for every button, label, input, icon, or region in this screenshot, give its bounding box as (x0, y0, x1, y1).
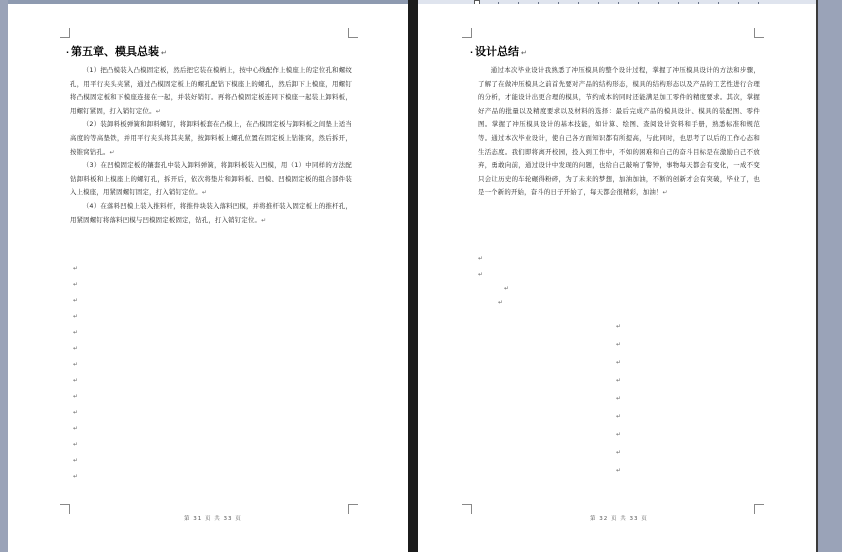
margin-corner-mark (348, 28, 358, 38)
paragraph-mark: ↵ (616, 467, 622, 474)
paragraph-mark: ↵ (109, 148, 115, 156)
paragraph-mark: ↵ (73, 425, 79, 432)
paragraph-mark: ↵ (73, 345, 79, 352)
paragraph-mark: ↵ (616, 377, 622, 384)
body-text-block[interactable] (70, 64, 352, 227)
paragraph-mark: ↵ (498, 299, 504, 306)
paragraph-mark: ↵ (478, 271, 484, 278)
paragraph[interactable]: 通过本次毕业设计我熟悉了冲压模具的整个设计过程，掌握了冲压模具设计的方法和步骤，了解了在做冲压模具之前首先要对产品的结构形态，模具的结构形态以及产品的工艺性进行合理的分析，才能设计出更合理的模具，节约成本的同时还能满足加工零件的精度要求。其次，掌握好产品的批量以及精度要求以及材料的选择：最后完成产品的模具设计、模具的装配图、零件图。掌握了冲压模具设计的基本技能，如计算、绘图、查阅设计资料和手册，熟悉标准和规范等。通过本次毕业设计，使自己各方面知识都有所提高，与此同时，也思考了以后的工作心态和生活态度。我们即将离开校园，投入到工作中，不如的困难和自己的奋斗目标是在激励自己不放弃，勇敢向前，通过设计中发现的问题，也给自己敲响了警钟，事物每天都会有变化，一成不变只会让历史的车轮碾得粉碎，为了未来的梦想，加油加油，不断的创新才会有突破，毕业了，也是一个新的开始，奋斗的日子开始了，每天都会很精彩，加油！↵ (478, 66, 760, 197)
margin-corner-mark (60, 504, 70, 514)
paragraph-mark: ↵ (73, 313, 79, 320)
paragraph-mark: ↵ (616, 341, 622, 348)
paragraph-mark: ↵ (73, 361, 79, 368)
margin-corner-mark (754, 504, 764, 514)
paragraph-mark: ↵ (261, 216, 267, 224)
body-text-block[interactable] (478, 64, 760, 200)
paragraph-mark: ↵ (616, 323, 622, 330)
paragraph[interactable]: （4）在落料凹模上装入推料杆，将推件块装入落料凹模，并将推杆装入固定板上的推杆孔，用紧固螺钉将落料凹模与凹模固定板固定，钻孔，打入销钉定位。↵ (70, 201, 352, 224)
right-margin-background (816, 0, 842, 552)
paragraph-mark: ↵ (616, 395, 622, 402)
paragraph-mark: ↵ (662, 189, 668, 197)
margin-corner-mark (348, 504, 358, 514)
page-footer: 第 31 页 共 33 页 (184, 516, 242, 522)
document-page-32[interactable] (418, 4, 816, 552)
margin-corner-mark (462, 504, 472, 514)
heading-text: 第五章、模具总装 (71, 45, 160, 58)
left-margin-background (0, 0, 8, 552)
paragraph-mark: ↵ (616, 359, 622, 366)
paragraph-mark: ↵ (616, 413, 622, 420)
heading-text: 设计总结 (475, 45, 520, 58)
paragraph-mark: ↵ (504, 285, 510, 292)
paragraph[interactable]: （1）把凸模装入凸模固定板，然后把它装在模柄上，按中心线配作上模座上的定位孔和螺纹孔，用平行夹头夹紧，通过凸模固定板上的螺孔配钻下模座上的螺孔，然后卸下上模座，用螺钉将凸模固定板和下模座连接在一起，并装好销钉。再将凸模固定板连同下模座一起装上卸料板，用螺钉紧固，打入销钉定位。↵ (70, 66, 352, 115)
paragraph-mark: ↵ (73, 409, 79, 416)
paragraph-mark: ↵ (161, 49, 167, 57)
document-page-31[interactable] (8, 4, 408, 552)
paragraph-mark: ↵ (73, 441, 79, 448)
paragraph-mark: ↵ (73, 281, 79, 288)
paragraph-mark: ↵ (616, 449, 622, 456)
paragraph-mark: ↵ (73, 377, 79, 384)
paragraph[interactable]: （3）在凹模固定板的镶套孔中装入卸料弹簧，将卸料板装入凹模，用（1）中同样的方法配钻卸料板和上模座上的螺钉孔，拆开后，依次将垫片和卸料板、凹模、凹模固定板的组合部件装入上模座，用紧固螺钉固定，打入销钉定位。↵ (70, 161, 352, 197)
paragraph-mark: ↵ (73, 457, 79, 464)
page-footer: 第 32 页 共 33 页 (590, 516, 648, 522)
margin-corner-mark (60, 28, 70, 38)
paragraph-mark: ↵ (73, 265, 79, 272)
margin-corner-mark (754, 28, 764, 38)
section-heading[interactable] (470, 43, 527, 59)
paragraph-mark: ↵ (73, 393, 79, 400)
paragraph-mark: ↵ (73, 297, 79, 304)
margin-corner-mark (462, 28, 472, 38)
paragraph-mark: ↵ (73, 473, 79, 480)
paragraph-mark: ↵ (616, 431, 622, 438)
paragraph-mark: ↵ (478, 255, 484, 262)
page-separator (408, 0, 418, 552)
chapter-heading[interactable] (66, 43, 167, 59)
bullet-dot: · (470, 47, 474, 57)
paragraph-mark: ↵ (155, 107, 161, 115)
paragraph-mark: ↵ (73, 329, 79, 336)
paragraph[interactable]: （2）装卸料板弹簧和卸料螺钉，将卸料板套在凸模上，在凸模固定板与卸料板之间垫上适当高度的等高垫铁，并用平行夹头将其夹紧，按卸料板上螺孔位置在固定板上钻锥窝，然后拆开，按锥窝钻孔。↵ (70, 120, 352, 156)
bullet-dot: · (66, 47, 70, 57)
paragraph-mark: ↵ (521, 49, 527, 57)
paragraph-mark: ↵ (201, 189, 208, 197)
